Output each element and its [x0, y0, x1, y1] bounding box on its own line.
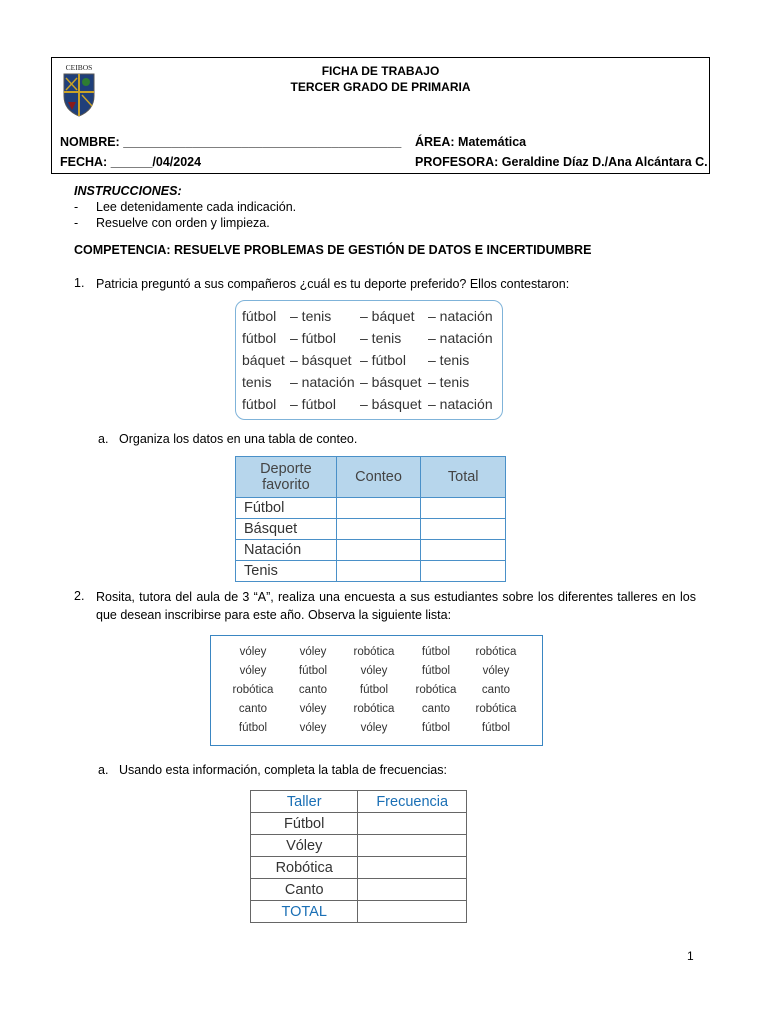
table-header-row: [251, 791, 467, 813]
row-label: Tenis: [236, 561, 337, 582]
page-number: 1: [687, 949, 694, 963]
column-header: Deporte favorito: [236, 457, 337, 498]
survey-entry: fútbol: [421, 722, 451, 734]
instruction-item: Resuelve con orden y limpieza.: [96, 216, 270, 230]
survey-entry: vóley: [299, 646, 327, 658]
survey-entry: fútbol: [421, 665, 451, 677]
row-label: Fútbol: [251, 813, 358, 835]
response-word: – natación: [428, 396, 493, 412]
dash-bullet: -: [74, 216, 79, 230]
total-cell[interactable]: [421, 519, 506, 540]
survey-entry: fútbol: [421, 646, 451, 658]
row-label: Canto: [251, 879, 358, 901]
response-word: – tenis: [290, 308, 332, 324]
response-word: fútbol: [242, 330, 277, 346]
tally-cell[interactable]: [336, 561, 421, 582]
column-header: Total: [421, 457, 506, 498]
row-label: Fútbol: [236, 498, 337, 519]
column-header: Taller: [251, 791, 358, 813]
tally-cell[interactable]: [336, 540, 421, 561]
table-row: [251, 879, 467, 901]
response-word: tenis: [242, 374, 272, 390]
survey-entry: canto: [481, 684, 511, 696]
column-header: Conteo: [336, 457, 421, 498]
response-word: – básquet: [290, 352, 352, 368]
table-row: [236, 540, 506, 561]
tally-cell[interactable]: [336, 498, 421, 519]
survey-list-box: [210, 635, 543, 746]
frequency-total-cell[interactable]: [358, 901, 467, 923]
survey-entry: robótica: [353, 703, 395, 715]
question-number: 2.: [74, 589, 85, 603]
table-row: [236, 519, 506, 540]
survey-entry: robótica: [353, 646, 395, 658]
name-field[interactable]: NOMBRE: ________________________________________: [60, 135, 402, 149]
row-label: Vóley: [251, 835, 358, 857]
table-header-row: [236, 457, 506, 498]
survey-entry: canto: [238, 703, 268, 715]
response-word: fútbol: [242, 396, 277, 412]
survey-entry: vóley: [360, 665, 388, 677]
survey-entry: vóley: [482, 665, 510, 677]
survey-entry: vóley: [299, 722, 327, 734]
frequency-cell[interactable]: [358, 835, 467, 857]
teacher-field: PROFESORA: Geraldine Díaz D./Ana Alcántara C.: [415, 155, 708, 169]
survey-entry: robótica: [475, 703, 517, 715]
total-cell[interactable]: [421, 498, 506, 519]
frequency-cell[interactable]: [358, 857, 467, 879]
table-row: [236, 561, 506, 582]
tally-table: [235, 456, 506, 582]
response-word: – báquet: [360, 308, 415, 324]
table-row: [251, 813, 467, 835]
survey-entry: canto: [298, 684, 328, 696]
survey-entry: canto: [421, 703, 451, 715]
survey-entry: fútbol: [359, 684, 389, 696]
response-word: – tenis: [428, 374, 470, 390]
area-field: ÁREA: Matemática: [415, 135, 527, 149]
survey-entry: fútbol: [481, 722, 511, 734]
sub-label: a.: [98, 432, 109, 446]
row-label: Robótica: [251, 857, 358, 879]
response-word: – natación: [428, 330, 493, 346]
question-1-text: Patricia preguntó a sus compañeros ¿cuál es tu deporte preferido? Ellos contestaron:: [96, 277, 570, 291]
date-field[interactable]: FECHA: ______/04/2024: [60, 155, 202, 169]
table-row: [251, 857, 467, 879]
page-title: FICHA DE TRABAJO: [321, 64, 440, 78]
table-row: [251, 901, 467, 923]
frequency-table: [250, 790, 467, 923]
total-cell[interactable]: [421, 561, 506, 582]
response-word: – tenis: [428, 352, 470, 368]
column-header: Frecuencia: [358, 791, 467, 813]
survey-entry: fútbol: [298, 665, 328, 677]
sub-label: a.: [98, 763, 109, 777]
survey-entry: vóley: [360, 722, 388, 734]
sports-responses-box: [235, 300, 503, 420]
response-word: – tenis: [360, 330, 402, 346]
total-label: TOTAL: [251, 901, 358, 923]
response-word: – natación: [290, 374, 355, 390]
svg-text:CEIBOS: CEIBOS: [65, 63, 93, 72]
sub-question-text: Usando esta información, completa la tabla de frecuencias:: [119, 763, 447, 777]
total-cell[interactable]: [421, 540, 506, 561]
frequency-cell[interactable]: [358, 813, 467, 835]
survey-entry: robótica: [475, 646, 517, 658]
response-word: – natación: [428, 308, 493, 324]
survey-entry: robótica: [232, 684, 274, 696]
row-label: Básquet: [236, 519, 337, 540]
dash-bullet: -: [74, 200, 79, 214]
competencia-heading: COMPETENCIA: RESUELVE PROBLEMAS DE GESTIÓN DE DATOS E INCERTIDUMBRE: [74, 243, 592, 257]
table-row: [251, 835, 467, 857]
sub-question-text: Organiza los datos en una tabla de conteo.: [119, 432, 358, 446]
table-row: [236, 498, 506, 519]
instructions-title: INSTRUCCIONES:: [74, 184, 182, 198]
question-2-text: Rosita, tutora del aula de 3 “A”, realiza una encuesta a sus estudiantes sobre los diferentes talleres en los que desean inscribirse para este año. Observa la siguiente lista:: [96, 590, 696, 622]
survey-entry: robótica: [415, 684, 457, 696]
tally-cell[interactable]: [336, 519, 421, 540]
instruction-item: Lee detenidamente cada indicación.: [96, 200, 297, 214]
response-word: – básquet: [360, 374, 422, 390]
response-word: fútbol: [242, 308, 277, 324]
question-number: 1.: [74, 276, 85, 290]
row-label: Natación: [236, 540, 337, 561]
survey-entry: vóley: [299, 703, 327, 715]
response-word: – fútbol: [360, 352, 406, 368]
response-word: – básquet: [360, 396, 422, 412]
page-subtitle: TERCER GRADO DE PRIMARIA: [290, 80, 471, 94]
survey-entry: vóley: [239, 665, 267, 677]
response-word: báquet: [242, 352, 285, 368]
frequency-cell[interactable]: [358, 879, 467, 901]
response-word: – fútbol: [290, 330, 336, 346]
survey-entry: vóley: [239, 646, 267, 658]
response-word: – fútbol: [290, 396, 336, 412]
survey-entry: fútbol: [238, 722, 268, 734]
